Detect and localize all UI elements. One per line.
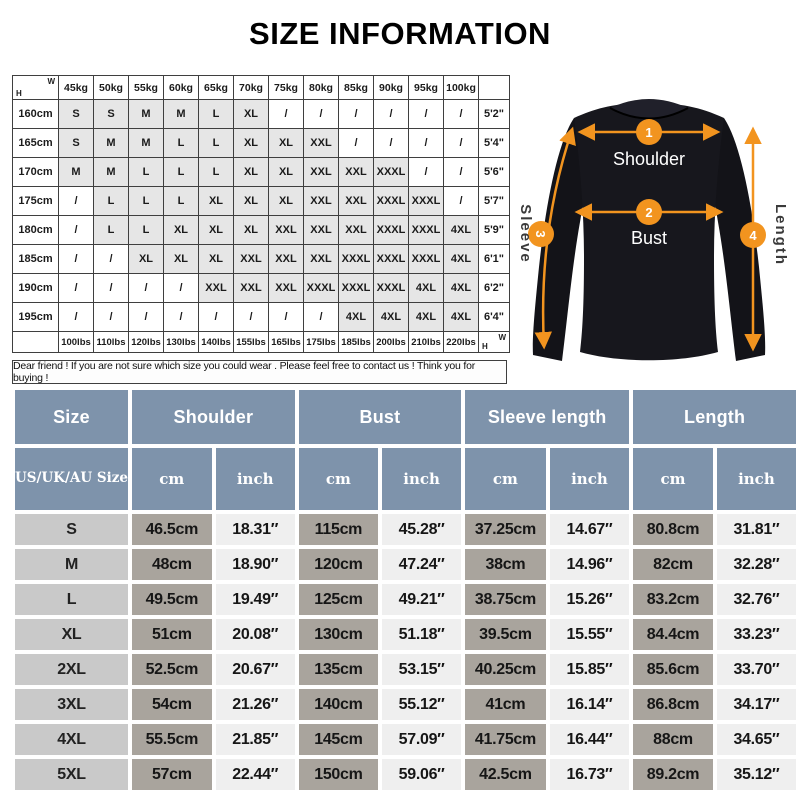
measurement-value: 38.75cm <box>465 584 546 615</box>
weight-height-table <box>12 75 510 353</box>
weight-lbs-label: 100lbs <box>59 332 94 353</box>
recommended-size-cell: XL <box>199 216 234 245</box>
recommended-size-cell: / <box>164 274 199 303</box>
measurement-value: 55.5cm <box>132 724 212 755</box>
size-label: M <box>15 549 128 580</box>
recommended-size-cell: / <box>269 100 304 129</box>
measurement-value: 57.09″ <box>382 724 461 755</box>
size-label: 3XL <box>15 689 128 720</box>
weight-lbs-row <box>13 332 510 353</box>
measurement-value: 57cm <box>132 759 212 790</box>
size-row <box>15 689 796 720</box>
measurement-value: 15.55″ <box>550 619 630 650</box>
recommended-size-cell: L <box>94 187 129 216</box>
size-label: 5XL <box>15 759 128 790</box>
measurement-value: 150cm <box>299 759 378 790</box>
recommended-size-cell: XL <box>199 245 234 274</box>
bust-label: Bust <box>630 228 668 248</box>
recommended-size-cell: XXL <box>304 187 339 216</box>
column-header: Bust <box>299 390 461 444</box>
measurement-value: 20.67″ <box>216 654 295 685</box>
measurement-value: 135cm <box>299 654 378 685</box>
measurement-value: 21.26″ <box>216 689 295 720</box>
recommended-size-cell: / <box>59 303 94 332</box>
measurement-value: 115cm <box>299 514 378 545</box>
measurement-value: 14.96″ <box>550 549 630 580</box>
recommended-size-cell: / <box>129 274 164 303</box>
recommended-size-cell: 4XL <box>444 216 479 245</box>
unit-header: inch <box>550 448 630 510</box>
weight-lbs-label: 120lbs <box>129 332 164 353</box>
measurement-value: 16.14″ <box>550 689 630 720</box>
recommended-size-cell: XXL <box>269 245 304 274</box>
recommended-size-cell: 4XL <box>409 274 444 303</box>
height-ft-label: 6'2" <box>479 274 510 303</box>
measurement-value: 59.06″ <box>382 759 461 790</box>
recommended-size-cell: L <box>199 100 234 129</box>
height-ft-label: 5'7" <box>479 187 510 216</box>
weight-lbs-label: 220lbs <box>444 332 479 353</box>
measurement-value: 31.81″ <box>717 514 796 545</box>
recommended-size-cell: S <box>94 100 129 129</box>
recommended-size-cell: L <box>129 216 164 245</box>
recommended-size-cell: XXL <box>304 245 339 274</box>
recommended-size-cell: L <box>164 129 199 158</box>
height-ft-label: 6'1" <box>479 245 510 274</box>
recommended-size-cell: L <box>129 158 164 187</box>
size-row <box>15 654 796 685</box>
recommended-size-cell: XXL <box>199 274 234 303</box>
column-header: Length <box>633 390 796 444</box>
recommended-size-cell: S <box>59 129 94 158</box>
size-row <box>15 724 796 755</box>
measurement-value: 53.15″ <box>382 654 461 685</box>
measurement-value: 125cm <box>299 584 378 615</box>
measurement-value: 34.65″ <box>717 724 796 755</box>
size-row <box>15 619 796 650</box>
recommended-size-cell: / <box>409 129 444 158</box>
subheader-us-uk-au-size: US/UK/AU Size <box>15 448 128 510</box>
measurement-value: 15.26″ <box>550 584 630 615</box>
recommended-size-cell: XL <box>199 187 234 216</box>
recommended-size-cell: XL <box>234 187 269 216</box>
recommended-size-cell: 4XL <box>444 245 479 274</box>
weight-header: 60kg <box>164 76 199 100</box>
unit-header: inch <box>382 448 461 510</box>
recommended-size-cell: M <box>164 100 199 129</box>
measurement-value: 32.76″ <box>717 584 796 615</box>
weight-header: 70kg <box>234 76 269 100</box>
recommended-size-cell: XXXL <box>374 216 409 245</box>
weight-header: 90kg <box>374 76 409 100</box>
page-title: SIZE INFORMATION <box>249 16 551 51</box>
measurement-value: 52.5cm <box>132 654 212 685</box>
corner-h-label: H <box>16 89 22 98</box>
recommended-size-cell: / <box>444 129 479 158</box>
column-header: Sleeve length <box>465 390 629 444</box>
measurement-value: 21.85″ <box>216 724 295 755</box>
recommended-size-cell: / <box>444 158 479 187</box>
height-row <box>13 274 510 303</box>
recommended-size-cell: L <box>199 158 234 187</box>
measurement-value: 33.23″ <box>717 619 796 650</box>
weight-lbs-label: 165lbs <box>269 332 304 353</box>
marker-number-3: 3 <box>533 230 548 238</box>
recommended-size-cell: XXL <box>339 216 374 245</box>
recommended-size-cell: XXXL <box>374 245 409 274</box>
height-cm-label: 185cm <box>13 245 59 274</box>
recommended-size-cell: / <box>94 245 129 274</box>
measurement-value: 33.70″ <box>717 654 796 685</box>
measurement-value: 32.28″ <box>717 549 796 580</box>
recommended-size-cell: / <box>59 274 94 303</box>
recommended-size-cell: XL <box>269 187 304 216</box>
recommended-size-cell: XL <box>234 158 269 187</box>
measurement-value: 18.90″ <box>216 549 295 580</box>
recommended-size-cell: XXL <box>234 245 269 274</box>
corner-w-label: W <box>498 333 506 342</box>
recommended-size-cell: XXXL <box>374 187 409 216</box>
recommended-size-cell: XXL <box>269 274 304 303</box>
height-ft-label: 5'6" <box>479 158 510 187</box>
weight-lbs-label: 140lbs <box>199 332 234 353</box>
size-label: 2XL <box>15 654 128 685</box>
measurement-value: 51cm <box>132 619 212 650</box>
measurement-value: 22.44″ <box>216 759 295 790</box>
recommended-size-cell: / <box>339 100 374 129</box>
column-header-size: Size <box>15 390 128 444</box>
garment-measure-diagram <box>510 72 790 386</box>
measurement-value: 54cm <box>132 689 212 720</box>
unit-header: cm <box>633 448 713 510</box>
recommended-size-cell: XXXL <box>339 245 374 274</box>
weight-lbs-label: 110lbs <box>94 332 129 353</box>
size-label: 4XL <box>15 724 128 755</box>
height-row <box>13 245 510 274</box>
height-cm-label: 195cm <box>13 303 59 332</box>
weight-lbs-label: 185lbs <box>339 332 374 353</box>
recommended-size-cell: XL <box>234 216 269 245</box>
hw-corner-bottom <box>479 332 510 353</box>
recommended-size-cell: M <box>129 129 164 158</box>
size-table-unit-row <box>15 448 796 510</box>
recommended-size-cell: / <box>304 100 339 129</box>
recommended-size-cell: / <box>374 100 409 129</box>
recommended-size-cell: 4XL <box>444 274 479 303</box>
weight-header-row <box>13 76 510 100</box>
marker-number-2: 2 <box>645 205 653 220</box>
weight-header: 55kg <box>129 76 164 100</box>
size-table-header-row <box>15 390 796 444</box>
weight-header: 80kg <box>304 76 339 100</box>
recommended-size-cell: / <box>59 245 94 274</box>
length-label: Length <box>772 204 789 266</box>
size-label: L <box>15 584 128 615</box>
recommended-size-cell: / <box>94 274 129 303</box>
hw-corner-top <box>13 76 59 100</box>
recommended-size-cell: XXL <box>304 216 339 245</box>
contact-note: Dear friend ! If you are not sure which size you could wear . Please feel free to contact us ! Think you for buying ! <box>12 360 507 384</box>
measurement-value: 39.5cm <box>465 619 546 650</box>
measurement-value: 55.12″ <box>382 689 461 720</box>
measurement-value: 46.5cm <box>132 514 212 545</box>
recommended-size-cell: XXXL <box>409 216 444 245</box>
recommended-size-cell: / <box>199 303 234 332</box>
unit-header: inch <box>717 448 796 510</box>
height-cm-label: 175cm <box>13 187 59 216</box>
unit-header: cm <box>299 448 378 510</box>
recommended-size-cell: L <box>129 187 164 216</box>
measurement-value: 41cm <box>465 689 546 720</box>
recommended-size-cell: 4XL <box>444 303 479 332</box>
height-ft-blank-header <box>479 76 510 100</box>
recommended-size-cell: 4XL <box>409 303 444 332</box>
recommended-size-cell: / <box>269 303 304 332</box>
recommended-size-cell: M <box>129 100 164 129</box>
recommended-size-cell: XXL <box>304 129 339 158</box>
height-cm-label: 165cm <box>13 129 59 158</box>
measurement-value: 48cm <box>132 549 212 580</box>
measurement-value: 88cm <box>633 724 713 755</box>
marker-number-1: 1 <box>645 125 653 140</box>
height-row <box>13 187 510 216</box>
recommended-size-cell: / <box>444 187 479 216</box>
recommended-size-cell: XL <box>234 129 269 158</box>
measurement-value: 130cm <box>299 619 378 650</box>
recommended-size-cell: / <box>409 158 444 187</box>
size-label: S <box>15 514 128 545</box>
measurement-value: 16.44″ <box>550 724 630 755</box>
recommended-size-cell: M <box>94 158 129 187</box>
weight-lbs-label: 175lbs <box>304 332 339 353</box>
height-cm-label: 160cm <box>13 100 59 129</box>
measurement-value: 42.5cm <box>465 759 546 790</box>
measurement-value: 49.5cm <box>132 584 212 615</box>
recommended-size-cell: / <box>339 129 374 158</box>
measurement-value: 140cm <box>299 689 378 720</box>
height-cm-label: 170cm <box>13 158 59 187</box>
weight-lbs-label: 210lbs <box>409 332 444 353</box>
weight-lbs-label: 155lbs <box>234 332 269 353</box>
height-ft-label: 5'9" <box>479 216 510 245</box>
recommended-size-cell: XXL <box>304 158 339 187</box>
weight-header: 50kg <box>94 76 129 100</box>
recommended-size-cell: XL <box>129 245 164 274</box>
recommended-size-cell: XXL <box>234 274 269 303</box>
measurement-value: 80.8cm <box>633 514 713 545</box>
height-row <box>13 129 510 158</box>
measurement-value: 20.08″ <box>216 619 295 650</box>
height-cm-label: 190cm <box>13 274 59 303</box>
unit-header: cm <box>465 448 546 510</box>
recommended-size-cell: XXXL <box>304 274 339 303</box>
recommended-size-cell: XL <box>269 158 304 187</box>
measurement-value: 14.67″ <box>550 514 630 545</box>
measurement-value: 19.49″ <box>216 584 295 615</box>
measurement-value: 37.25cm <box>465 514 546 545</box>
measurement-value: 51.18″ <box>382 619 461 650</box>
weight-header: 100kg <box>444 76 479 100</box>
recommended-size-cell: M <box>59 158 94 187</box>
recommended-size-cell: XL <box>234 100 269 129</box>
height-row <box>13 216 510 245</box>
weight-header: 85kg <box>339 76 374 100</box>
weight-header: 45kg <box>59 76 94 100</box>
recommended-size-cell: / <box>304 303 339 332</box>
height-row <box>13 303 510 332</box>
recommended-size-cell: XL <box>164 245 199 274</box>
measurement-value: 89.2cm <box>633 759 713 790</box>
measurement-value: 18.31″ <box>216 514 295 545</box>
weight-header: 95kg <box>409 76 444 100</box>
height-cm-label: 180cm <box>13 216 59 245</box>
recommended-size-cell: / <box>409 100 444 129</box>
weight-header: 75kg <box>269 76 304 100</box>
measurement-value: 82cm <box>633 549 713 580</box>
size-row <box>15 759 796 790</box>
recommended-size-cell: / <box>444 100 479 129</box>
recommended-size-cell: L <box>164 158 199 187</box>
recommended-size-cell: L <box>94 216 129 245</box>
recommended-size-cell: M <box>94 129 129 158</box>
height-ft-label: 5'2" <box>479 100 510 129</box>
measurement-value: 15.85″ <box>550 654 630 685</box>
unit-header: cm <box>132 448 212 510</box>
measurement-value: 38cm <box>465 549 546 580</box>
recommended-size-cell: / <box>164 303 199 332</box>
recommended-size-cell: / <box>59 216 94 245</box>
height-row <box>13 100 510 129</box>
measurement-value: 47.24″ <box>382 549 461 580</box>
measurement-value: 35.12″ <box>717 759 796 790</box>
measurement-value: 83.2cm <box>633 584 713 615</box>
recommended-size-cell: / <box>94 303 129 332</box>
measurement-value: 84.4cm <box>633 619 713 650</box>
size-row <box>15 549 796 580</box>
recommended-size-cell: 4XL <box>374 303 409 332</box>
recommended-size-cell: XXXL <box>374 274 409 303</box>
recommended-size-cell: / <box>234 303 269 332</box>
recommended-size-cell: XXXL <box>339 274 374 303</box>
recommended-size-cell: L <box>199 129 234 158</box>
recommended-size-cell: XXL <box>339 187 374 216</box>
height-ft-label: 6'4" <box>479 303 510 332</box>
recommended-size-cell: XL <box>269 129 304 158</box>
measurement-value: 49.21″ <box>382 584 461 615</box>
recommended-size-cell: S <box>59 100 94 129</box>
recommended-size-cell: / <box>59 187 94 216</box>
recommended-size-cell: XXL <box>339 158 374 187</box>
corner-h-label: H <box>482 342 488 351</box>
measurement-value: 145cm <box>299 724 378 755</box>
column-header: Shoulder <box>132 390 295 444</box>
recommended-size-cell: XXXL <box>374 158 409 187</box>
height-ft-label: 5'4" <box>479 129 510 158</box>
size-measurement-table <box>11 386 800 794</box>
weight-lbs-label: 130lbs <box>164 332 199 353</box>
measurement-value: 86.8cm <box>633 689 713 720</box>
recommended-size-cell: 4XL <box>339 303 374 332</box>
measurement-value: 85.6cm <box>633 654 713 685</box>
recommended-size-cell: / <box>129 303 164 332</box>
weight-header: 65kg <box>199 76 234 100</box>
measurement-value: 40.25cm <box>465 654 546 685</box>
corner-w-label: W <box>47 77 55 86</box>
shoulder-label: Shoulder <box>612 149 686 169</box>
recommended-size-cell: XL <box>164 216 199 245</box>
recommended-size-cell: / <box>374 129 409 158</box>
measurement-value: 34.17″ <box>717 689 796 720</box>
measurement-value: 45.28″ <box>382 514 461 545</box>
measurement-value: 16.73″ <box>550 759 630 790</box>
unit-header: inch <box>216 448 295 510</box>
lbs-blank-cell <box>13 332 59 353</box>
size-label: XL <box>15 619 128 650</box>
size-row <box>15 584 796 615</box>
height-row <box>13 158 510 187</box>
weight-lbs-label: 200lbs <box>374 332 409 353</box>
sleeve-label: Sleeve <box>517 204 534 264</box>
marker-number-4: 4 <box>749 228 757 243</box>
recommended-size-cell: XXXL <box>409 245 444 274</box>
recommended-size-cell: XXL <box>269 216 304 245</box>
sweater-diagram-svg <box>510 72 790 386</box>
measurement-value: 41.75cm <box>465 724 546 755</box>
recommended-size-cell: L <box>164 187 199 216</box>
size-row <box>15 514 796 545</box>
recommended-size-cell: XXXL <box>409 187 444 216</box>
measurement-value: 120cm <box>299 549 378 580</box>
